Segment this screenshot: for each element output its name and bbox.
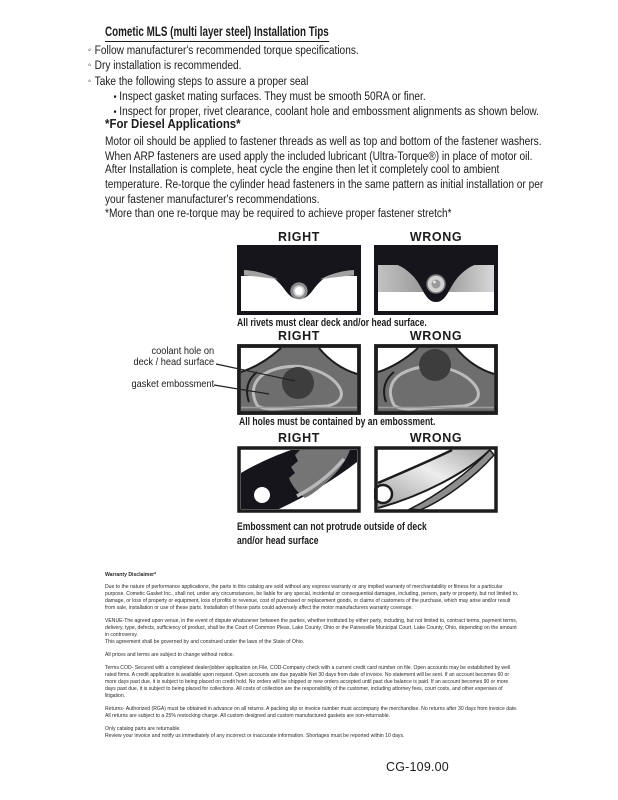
rivet-clearance-wrong-diagram [374, 245, 498, 315]
diagram-caption-rivets: All rivets must clear deck and/or head surface. [237, 317, 427, 329]
tip-text: Inspect for proper, rivet clearance, coolant hole and embossment alignments as shown below. [119, 106, 539, 119]
diagram-emboss-right-panel [237, 446, 361, 513]
tip-text: Follow manufacturer's recommended torque specifications. [94, 45, 359, 57]
annotation-text: deck / head surface [133, 355, 215, 368]
tip-item [88, 59, 616, 74]
review-invoice-text: Review your invoice and notify us immediately of any incorrect or inaccurate information. Shortages must be reported within 10 days. [105, 733, 405, 739]
installation-tips-list [88, 44, 616, 120]
caption-line: Embossment can not protrude outside of deck [237, 521, 427, 533]
solid-bullet-icon: • [113, 91, 117, 103]
open-bullet-icon: ◦ [88, 45, 92, 56]
tip-item [88, 44, 616, 59]
diagram-caption-embossment [237, 521, 427, 548]
annotation-text: coolant hole on [151, 345, 215, 357]
annotation-coolant-label [98, 346, 214, 367]
wrong-label: WRONG [409, 329, 463, 343]
diagram-rivet-wrong-panel [374, 245, 498, 315]
diesel-paragraph-2: After Installation is complete, heat cycle the engine then let it completely cool to ambient temperature. Re-torque the cylinder head fasteners in the same pattern as initial installation or per your fastener manufacturer's recommendations. [105, 164, 544, 206]
open-bullet-icon: ◦ [88, 75, 92, 87]
diagram-rivet-right-panel [237, 245, 361, 315]
retorque-note: *More than one re-torque may be required to achieve proper fastener stretch* [105, 208, 452, 220]
right-label: RIGHT [278, 431, 320, 445]
diesel-applications-heading: *For Diesel Applications* [105, 116, 241, 131]
wrong-label: WRONG [409, 230, 463, 244]
annotation-embossment-label: gasket embossment [131, 378, 215, 390]
terms-text: Terms COD- Secured with a completed dealer/jobber application on File, COD-Company check with a current credit card number on file. Open accounts may be established by well rated firms. A credit application is available upon request. Open accounts are due payable Net 30 days from date of invoice. No statement will be sent. If an account becomes 60 or more days past due, it is subject to being placed on credit hold. No orders will be shipped or new orders accepted until past due balance is paid. If an account becomes 90 or more days past due, it is subject to being placed for collections. All costs of collection are the responsibility of the customer, including attorney fees, court costs, and other expenses of litigation. [105, 665, 511, 699]
legal-fine-print [105, 572, 519, 740]
right-label: RIGHT [278, 329, 320, 343]
tip-text: Inspect gasket mating surfaces. They must be smooth 50RA or finer. [119, 90, 426, 103]
solid-bullet-icon: • [113, 107, 117, 119]
rivet-clearance-right-diagram [237, 245, 361, 315]
tip-text: Take the following steps to assure a proper seal [94, 75, 309, 88]
catalog-parts-text: Only catalog parts are returnable. [105, 726, 181, 732]
tip-sub-item [114, 90, 616, 105]
diesel-paragraph-1: Motor oil should be applied to fastener threads as well as top and bottom of the fastener washers. When ARP fasteners are used apply the included lubricant (Ultra-Torque®) in place of motor oil. [105, 136, 542, 163]
page-title: Cometic MLS (multi layer steel) Installation Tips [105, 24, 329, 42]
embossment-right-diagram [237, 446, 361, 513]
venue-text: VENUE-The agreed upon venue, in the event of dispute whatsoever between the parties, whether instituted by either party, including, but not limited to, contract terms, payment terms, delivery, type, defects, sufficiency of product, shall be the Court of Common Pleas, Lake County, Ohio or the Painesville Municipal Court, Lake County, Ohio, depending on the amount in controversy. [105, 618, 518, 638]
returns-text: Returns- Authorized (RGA) must be obtained in advance on all returns. A packing slip or invoice number must accompany the merchandise. No returns after 30 days from invoice date. All returns are subject to a 25% restocking charge. All custom designed and custom manufactured gaskets are non-returnable. [105, 706, 518, 719]
governed-text: This agreement shall be governed by and construed under the laws of the State of Ohio. [105, 639, 305, 645]
tip-item [88, 75, 616, 90]
diagram-emboss-wrong-panel [374, 446, 498, 513]
wrong-label: WRONG [409, 431, 463, 445]
page-code: CG-109.00 [386, 760, 449, 774]
right-label: RIGHT [278, 230, 320, 244]
diagram-caption-holes: All holes must be contained by an embossment. [239, 416, 436, 428]
coolant-hole-wrong-diagram [374, 344, 498, 415]
warranty-disclaimer-heading: Warranty Disclaimer* [105, 572, 157, 578]
caption-line: and/or head surface [237, 534, 319, 547]
prices-text: All prices and terms are subject to change without notice. [105, 652, 235, 658]
tip-text: Dry installation is recommended. [94, 60, 242, 73]
embossment-wrong-diagram [374, 446, 498, 513]
open-bullet-icon: ◦ [88, 60, 92, 72]
coolant-hole-right-diagram [237, 344, 361, 415]
diagram-hole-wrong-panel [374, 344, 498, 415]
diagram-hole-right-panel [237, 344, 361, 415]
warranty-disclaimer-text: Due to the nature of performance applications, the parts in this catalog are sold without any express warranty or any implied warranty of merchantability or fitness for a particular purpose. Cometic Gasket Inc., shall not, under any circumstances, be liable for any special, incidental or consequential damages, including, person, party or property, but not limited to, damage, or loss of property or equipment, loss of profits or revenue, cost of purchased or replacement goods, or claims of customers of the purchase, which may arise and/or result from sale, installation or use of these parts. Installation of these parts could adversely affect the motor manufacturers warranty coverage. [105, 584, 519, 611]
